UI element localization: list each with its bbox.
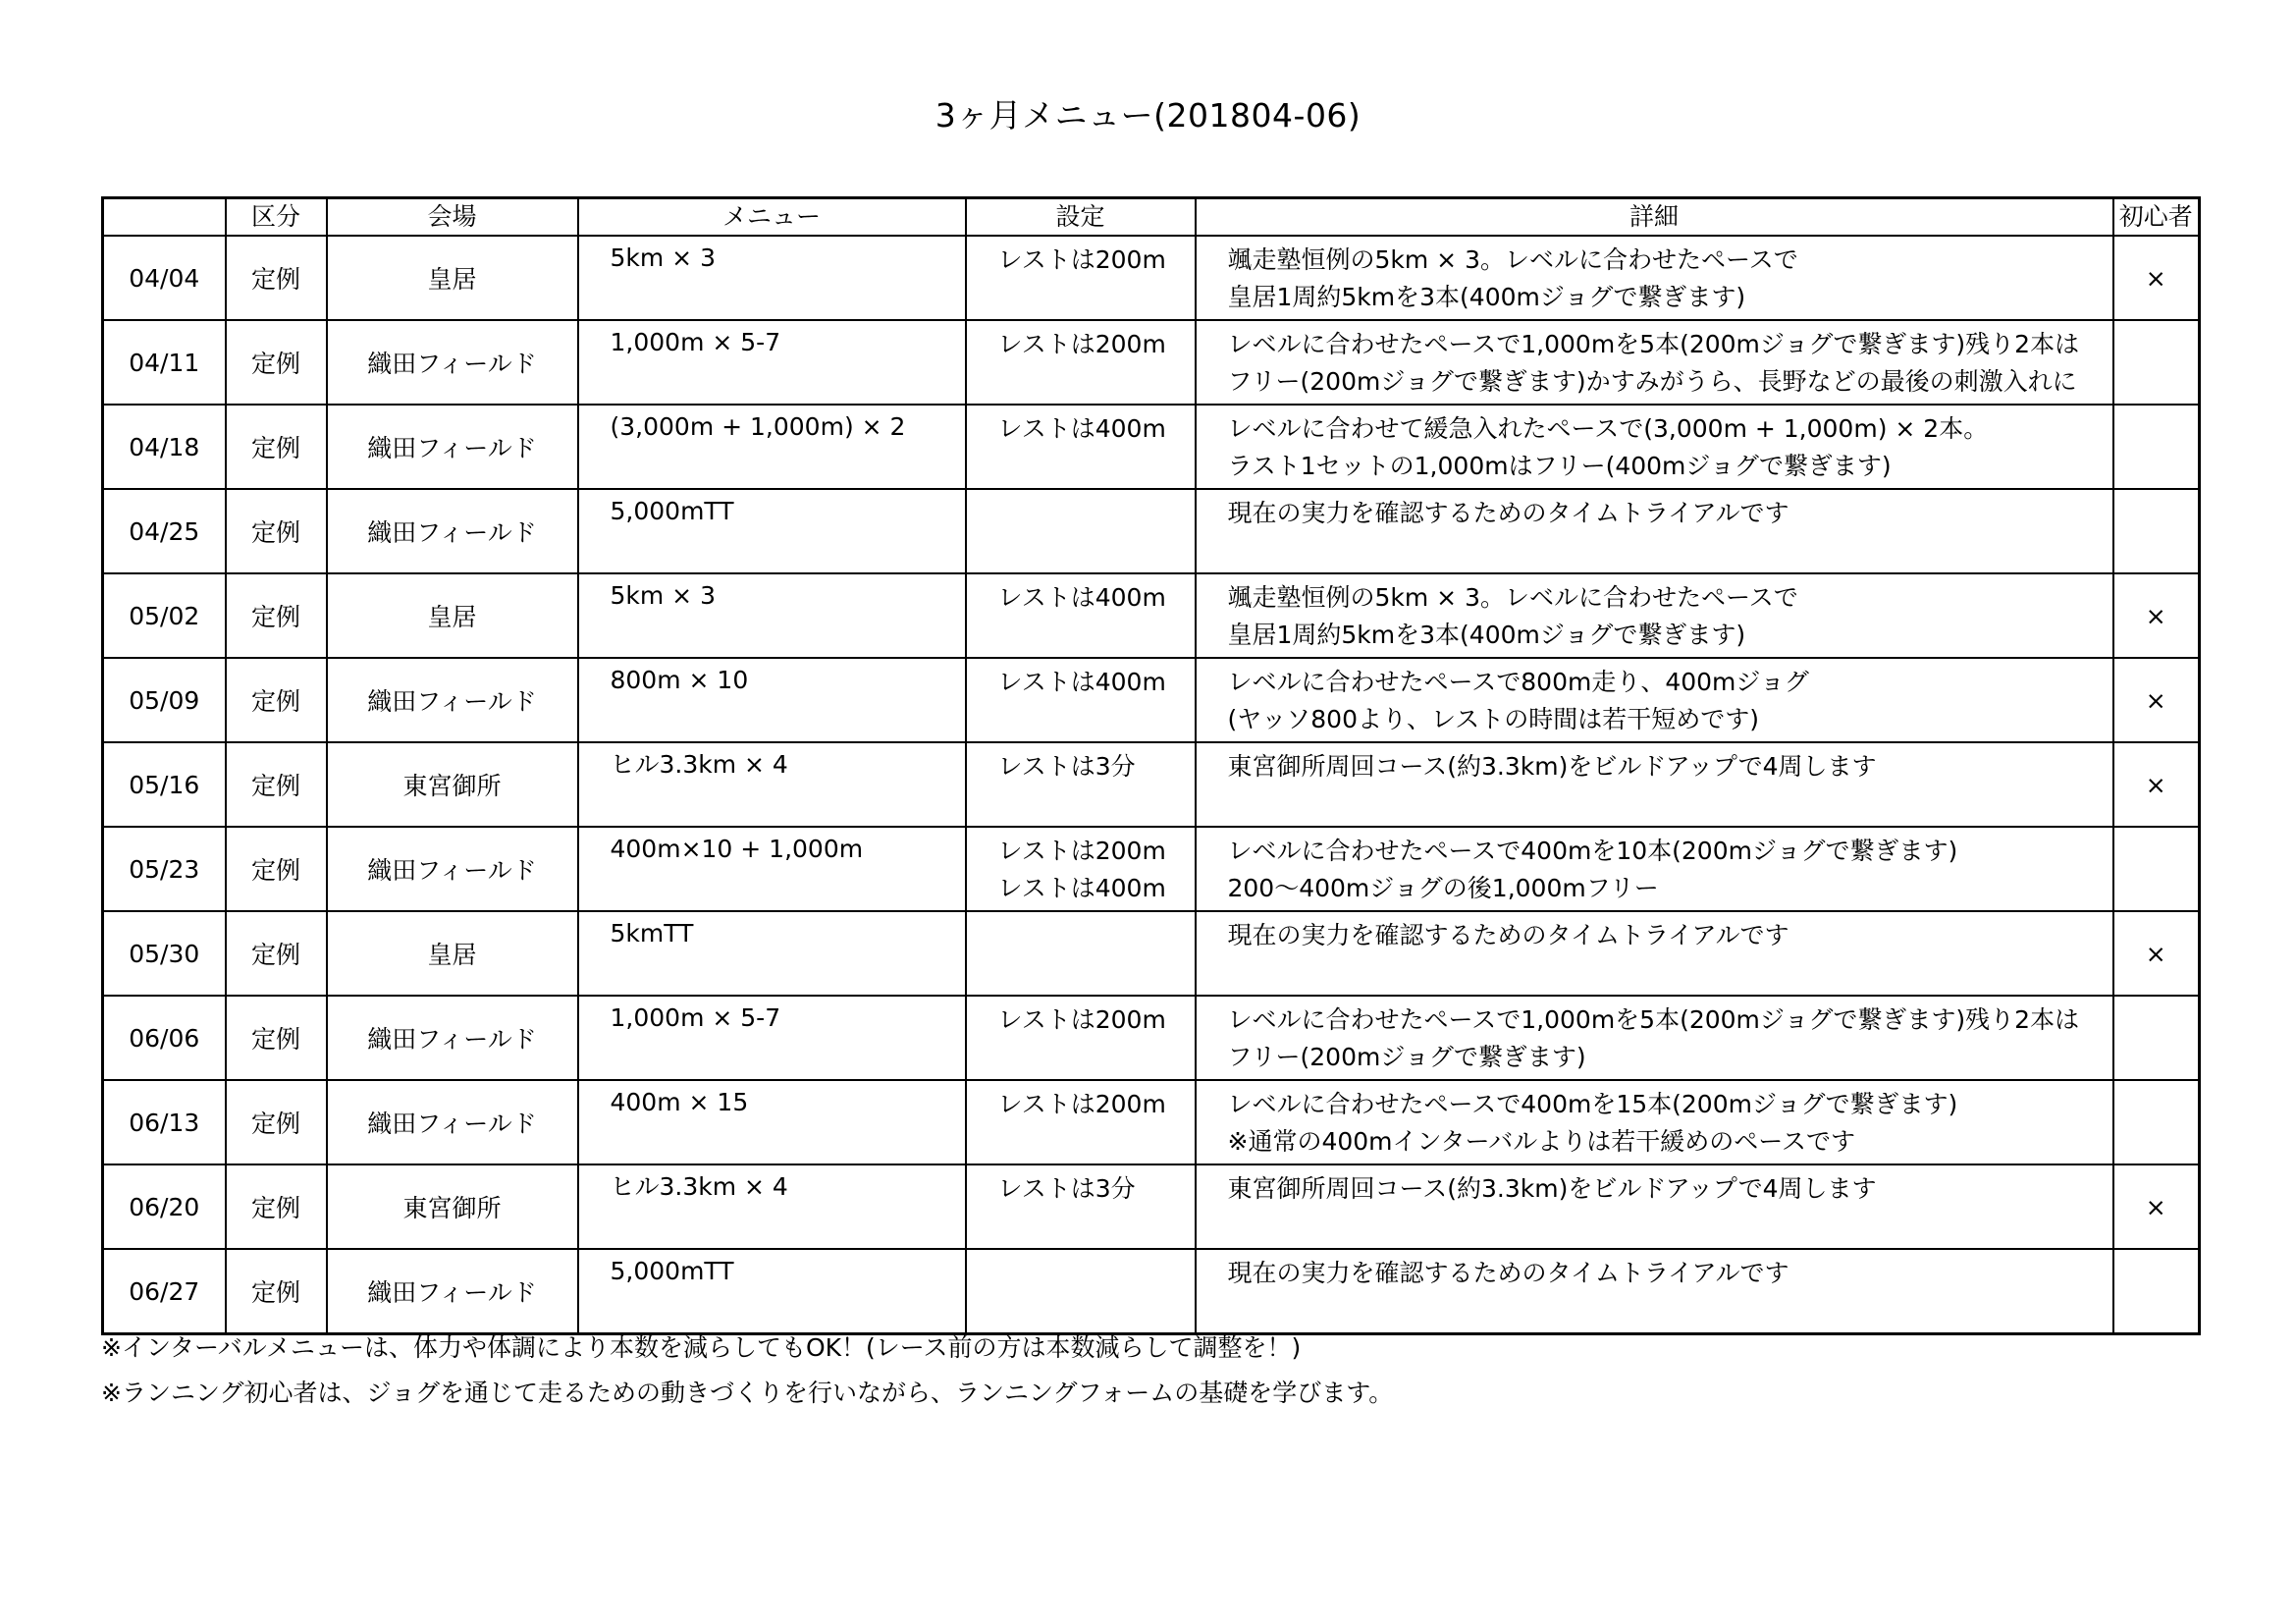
cell-category: 定例 bbox=[226, 658, 327, 742]
cell-beginner: × bbox=[2113, 742, 2200, 827]
cell-setting bbox=[966, 320, 1196, 405]
detail-line: レベルに合わせたペースで1,000mを5本(200mジョグで繋ぎます)残り2本は bbox=[1227, 330, 2080, 358]
cell-venue: 織田フィールド bbox=[327, 405, 578, 489]
cell-category: 定例 bbox=[226, 573, 327, 658]
cell-setting bbox=[966, 996, 1196, 1080]
cell-menu: ヒル3.3km × 4 bbox=[578, 742, 966, 827]
header-beginner: 初心者 bbox=[2113, 198, 2200, 237]
detail-line: 200～400mジョグの後1,000mフリー bbox=[1227, 874, 1659, 902]
cell-setting bbox=[966, 827, 1196, 911]
table-row bbox=[103, 1249, 2200, 1334]
setting-line: レストは400m bbox=[997, 414, 1166, 443]
cell-menu: 1,000m × 5-7 bbox=[578, 996, 966, 1080]
cell-menu: 5,000mTT bbox=[578, 489, 966, 573]
table-row bbox=[103, 405, 2200, 489]
cell-venue: 皇居 bbox=[327, 236, 578, 320]
cell-setting bbox=[966, 1249, 1196, 1334]
cell-setting bbox=[966, 1080, 1196, 1164]
cell-date: 06/13 bbox=[103, 1080, 226, 1164]
detail-line: 現在の実力を確認するためのタイムトライアルです bbox=[1227, 1259, 1789, 1287]
detail-line: 皇居1周約5kmを3本(400mジョグで繋ぎます) bbox=[1227, 621, 1746, 649]
cell-setting bbox=[966, 405, 1196, 489]
cell-setting bbox=[966, 1164, 1196, 1249]
cell-setting bbox=[966, 911, 1196, 996]
cell-beginner: × bbox=[2113, 1164, 2200, 1249]
cell-beginner bbox=[2113, 1249, 2200, 1334]
table-row bbox=[103, 236, 2200, 320]
header-detail: 詳細 bbox=[1196, 198, 2113, 237]
detail-line: レベルに合わせたペースで400mを10本(200mジョグで繋ぎます) bbox=[1227, 837, 1958, 865]
cell-menu: 5kmTT bbox=[578, 911, 966, 996]
cell-venue: 織田フィールド bbox=[327, 996, 578, 1080]
cell-setting bbox=[966, 236, 1196, 320]
cell-detail bbox=[1196, 742, 2113, 827]
cell-venue: 織田フィールド bbox=[327, 1249, 578, 1334]
header-setting: 設定 bbox=[966, 198, 1196, 237]
detail-line: ※通常の400mインターバルよりは若干緩めのペースです bbox=[1227, 1127, 1856, 1156]
cell-menu: ヒル3.3km × 4 bbox=[578, 1164, 966, 1249]
cell-beginner bbox=[2113, 1080, 2200, 1164]
cell-detail bbox=[1196, 405, 2113, 489]
cell-beginner: × bbox=[2113, 573, 2200, 658]
detail-line: レベルに合わせたペースで1,000mを5本(200mジョグで繋ぎます)残り2本は bbox=[1227, 1005, 2080, 1034]
cell-detail bbox=[1196, 489, 2113, 573]
detail-line: レベルに合わせたペースで800m走り、400mジョグ bbox=[1227, 668, 1809, 696]
setting-line: レストは400m bbox=[997, 874, 1166, 902]
cell-setting bbox=[966, 658, 1196, 742]
cell-detail bbox=[1196, 320, 2113, 405]
cell-menu: 5km × 3 bbox=[578, 236, 966, 320]
cell-venue: 東宮御所 bbox=[327, 1164, 578, 1249]
cell-venue: 織田フィールド bbox=[327, 827, 578, 911]
notes bbox=[101, 1326, 1393, 1416]
table-row bbox=[103, 489, 2200, 573]
cell-date: 05/09 bbox=[103, 658, 226, 742]
cell-venue: 皇居 bbox=[327, 573, 578, 658]
cell-category: 定例 bbox=[226, 1164, 327, 1249]
cell-date: 05/30 bbox=[103, 911, 226, 996]
detail-line: 東宮御所周回コース(約3.3km)をビルドアップで4周します bbox=[1227, 752, 1877, 781]
cell-detail bbox=[1196, 996, 2113, 1080]
setting-line: レストは200m bbox=[997, 837, 1166, 865]
cell-menu: 800m × 10 bbox=[578, 658, 966, 742]
cell-detail bbox=[1196, 827, 2113, 911]
cell-category: 定例 bbox=[226, 489, 327, 573]
cell-venue: 織田フィールド bbox=[327, 320, 578, 405]
cell-setting bbox=[966, 489, 1196, 573]
cell-beginner bbox=[2113, 827, 2200, 911]
cell-detail bbox=[1196, 1080, 2113, 1164]
cell-date: 05/23 bbox=[103, 827, 226, 911]
header-row bbox=[103, 198, 2200, 237]
cell-beginner bbox=[2113, 320, 2200, 405]
table-row bbox=[103, 320, 2200, 405]
setting-line: レストは200m bbox=[997, 330, 1166, 358]
setting-line bbox=[998, 1255, 1195, 1292]
cell-setting bbox=[966, 573, 1196, 658]
cell-beginner bbox=[2113, 996, 2200, 1080]
detail-line: 皇居1周約5kmを3本(400mジョグで繋ぎます) bbox=[1227, 283, 1746, 311]
cell-menu: 1,000m × 5-7 bbox=[578, 320, 966, 405]
cell-category: 定例 bbox=[226, 996, 327, 1080]
table-row bbox=[103, 742, 2200, 827]
detail-line: 現在の実力を確認するためのタイムトライアルです bbox=[1227, 921, 1789, 949]
cell-beginner: × bbox=[2113, 911, 2200, 996]
setting-line: レストは400m bbox=[997, 583, 1166, 612]
cell-category: 定例 bbox=[226, 742, 327, 827]
setting-line: レストは200m bbox=[997, 245, 1166, 274]
cell-beginner: × bbox=[2113, 236, 2200, 320]
table-row bbox=[103, 658, 2200, 742]
cell-category: 定例 bbox=[226, 827, 327, 911]
detail-line: レベルに合わせたペースで400mを15本(200mジョグで繋ぎます) bbox=[1227, 1090, 1958, 1118]
schedule-body bbox=[103, 236, 2200, 1334]
setting-line bbox=[998, 917, 1195, 954]
cell-detail bbox=[1196, 236, 2113, 320]
cell-menu: 5,000mTT bbox=[578, 1249, 966, 1334]
table-row bbox=[103, 1080, 2200, 1164]
schedule-table bbox=[101, 196, 2201, 1335]
cell-menu: 5km × 3 bbox=[578, 573, 966, 658]
header-venue: 会場 bbox=[327, 198, 578, 237]
cell-menu: 400m × 15 bbox=[578, 1080, 966, 1164]
cell-setting bbox=[966, 742, 1196, 827]
cell-category: 定例 bbox=[226, 1249, 327, 1334]
header-menu: メニュー bbox=[578, 198, 966, 237]
table-row bbox=[103, 1164, 2200, 1249]
cell-date: 04/25 bbox=[103, 489, 226, 573]
setting-line: レストは3分 bbox=[997, 752, 1136, 781]
cell-detail bbox=[1196, 911, 2113, 996]
cell-date: 06/27 bbox=[103, 1249, 226, 1334]
table-row bbox=[103, 996, 2200, 1080]
cell-category: 定例 bbox=[226, 911, 327, 996]
table-row bbox=[103, 573, 2200, 658]
cell-detail bbox=[1196, 573, 2113, 658]
cell-detail bbox=[1196, 1249, 2113, 1334]
cell-date: 06/20 bbox=[103, 1164, 226, 1249]
cell-date: 05/16 bbox=[103, 742, 226, 827]
cell-menu: (3,000m + 1,000m) × 2 bbox=[578, 405, 966, 489]
cell-date: 06/06 bbox=[103, 996, 226, 1080]
cell-category: 定例 bbox=[226, 1080, 327, 1164]
cell-venue: 皇居 bbox=[327, 911, 578, 996]
cell-venue: 東宮御所 bbox=[327, 742, 578, 827]
cell-venue: 織田フィールド bbox=[327, 1080, 578, 1164]
cell-date: 04/18 bbox=[103, 405, 226, 489]
cell-detail bbox=[1196, 1164, 2113, 1249]
cell-venue: 織田フィールド bbox=[327, 658, 578, 742]
cell-date: 04/04 bbox=[103, 236, 226, 320]
setting-line: レストは3分 bbox=[997, 1174, 1136, 1203]
cell-venue: 織田フィールド bbox=[327, 489, 578, 573]
cell-detail bbox=[1196, 658, 2113, 742]
setting-line: レストは200m bbox=[997, 1090, 1166, 1118]
cell-category: 定例 bbox=[226, 405, 327, 489]
header-date bbox=[103, 198, 226, 237]
detail-line: ラスト1セットの1,000mはフリー(400mジョグで繋ぎます) bbox=[1227, 452, 1892, 480]
cell-beginner bbox=[2113, 405, 2200, 489]
cell-beginner: × bbox=[2113, 658, 2200, 742]
table-row bbox=[103, 911, 2200, 996]
detail-line: 東宮御所周回コース(約3.3km)をビルドアップで4周します bbox=[1227, 1174, 1877, 1203]
setting-line: レストは400m bbox=[997, 668, 1166, 696]
page-title: 3ヶ月メニュー(201804-06) bbox=[934, 96, 1362, 135]
detail-line: (ヤッソ800より、レストの時間は若干短めです) bbox=[1227, 705, 1759, 733]
detail-line: 颯走塾恒例の5km × 3。レベルに合わせたペースで bbox=[1227, 583, 1798, 612]
detail-line: フリー(200mジョグで繋ぎます) bbox=[1227, 1043, 1586, 1071]
cell-category: 定例 bbox=[226, 236, 327, 320]
setting-line bbox=[998, 495, 1195, 532]
cell-menu: 400m×10 + 1,000m bbox=[578, 827, 966, 911]
note-beginner: ※ランニング初心者は、ジョグを通じて走るための動きづくりを行いながら、ランニングフォームの基礎を学びます。 bbox=[101, 1379, 1394, 1407]
setting-line: レストは200m bbox=[997, 1005, 1166, 1034]
detail-line: 現在の実力を確認するためのタイムトライアルです bbox=[1227, 499, 1789, 527]
detail-line: レベルに合わせて緩急入れたペースで(3,000m + 1,000m) × 2本。 bbox=[1227, 414, 1989, 443]
cell-date: 04/11 bbox=[103, 320, 226, 405]
cell-beginner bbox=[2113, 489, 2200, 573]
cell-category: 定例 bbox=[226, 320, 327, 405]
detail-line: 颯走塾恒例の5km × 3。レベルに合わせたペースで bbox=[1227, 245, 1798, 274]
cell-date: 05/02 bbox=[103, 573, 226, 658]
header-category: 区分 bbox=[226, 198, 327, 237]
table-row bbox=[103, 827, 2200, 911]
detail-line: フリー(200mジョグで繋ぎます)かすみがうら、長野などの最後の刺激入れに bbox=[1227, 367, 2077, 396]
note-interval: ※インターバルメニューは、体力や体調により本数を減らしてもOK！(レース前の方は本数減らして調整を！) bbox=[101, 1333, 1302, 1362]
